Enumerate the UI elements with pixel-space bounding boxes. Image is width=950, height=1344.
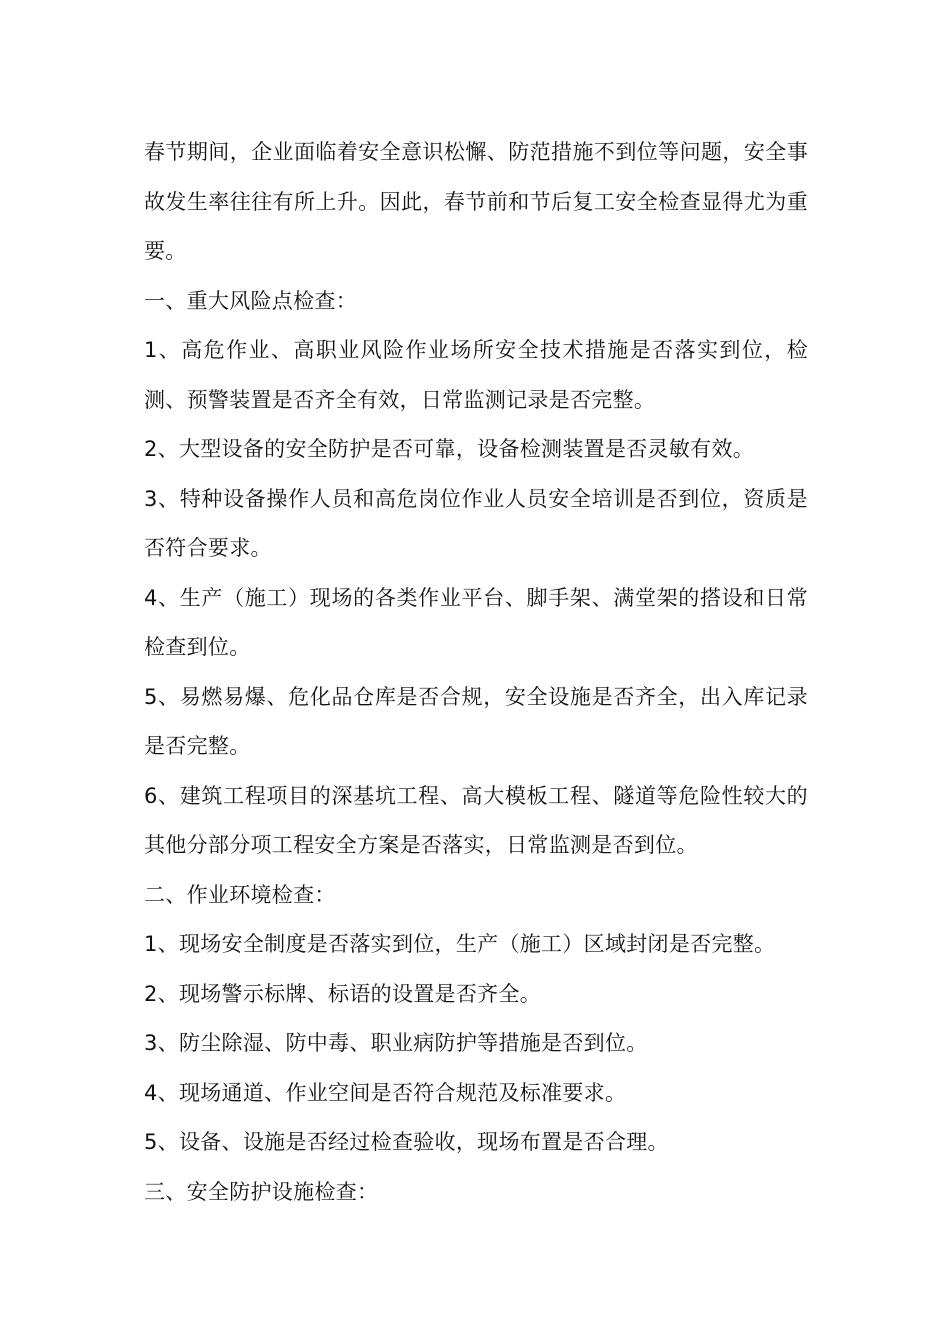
intro-paragraph: 春节期间，企业面临着安全意识松懈、防范措施不到位等问题，安全事故发生率往往有所上升。因此，春节前和节后复工安全检查显得尤为重要。 xyxy=(144,140,808,263)
list-item: 5、设备、设施是否经过检查验收，现场布置是否合理。 xyxy=(144,1130,669,1154)
list-item: 2、大型设备的安全防护是否可靠，设备检测装置是否灵敏有效。 xyxy=(144,437,755,461)
list-item: 1、现场安全制度是否落实到位，生产（施工）区域封闭是否完整。 xyxy=(144,932,776,956)
list-item: 2、现场警示标牌、标语的设置是否齐全。 xyxy=(144,981,542,1006)
document-body xyxy=(144,128,808,1217)
section-heading-work-environment: 二、作业环境检查： xyxy=(144,882,336,907)
section-heading-safety-protection: 三、安全防护设施检查： xyxy=(144,1179,379,1204)
section-heading-major-risk: 一、重大风险点检查： xyxy=(144,288,357,313)
list-item: 5、易燃易爆、危化品仓库是否合规，安全设施是否齐全，出入库记录是否完整。 xyxy=(144,684,808,758)
list-item: 4、现场通道、作业空间是否符合规范及标准要求。 xyxy=(144,1080,627,1105)
list-item: 3、特种设备操作人员和高危岗位作业人员安全培训是否到位，资质是否符合要求。 xyxy=(144,486,808,560)
list-item: 1、高危作业、高职业风险作业场所安全技术措施是否落实到位，检测、预警装置是否齐全有效，日常监测记录是否完整。 xyxy=(144,338,808,412)
list-item: 3、防尘除湿、防中毒、职业病防护等措施是否到位。 xyxy=(144,1031,648,1055)
list-item: 6、建筑工程项目的深基坑工程、高大模板工程、隧道等危险性较大的其他分部分项工程安全方案是否落实，日常监测是否到位。 xyxy=(144,783,808,857)
list-item: 4、生产（施工）现场的各类作业平台、脚手架、满堂架的搭设和日常检查到位。 xyxy=(144,585,808,659)
